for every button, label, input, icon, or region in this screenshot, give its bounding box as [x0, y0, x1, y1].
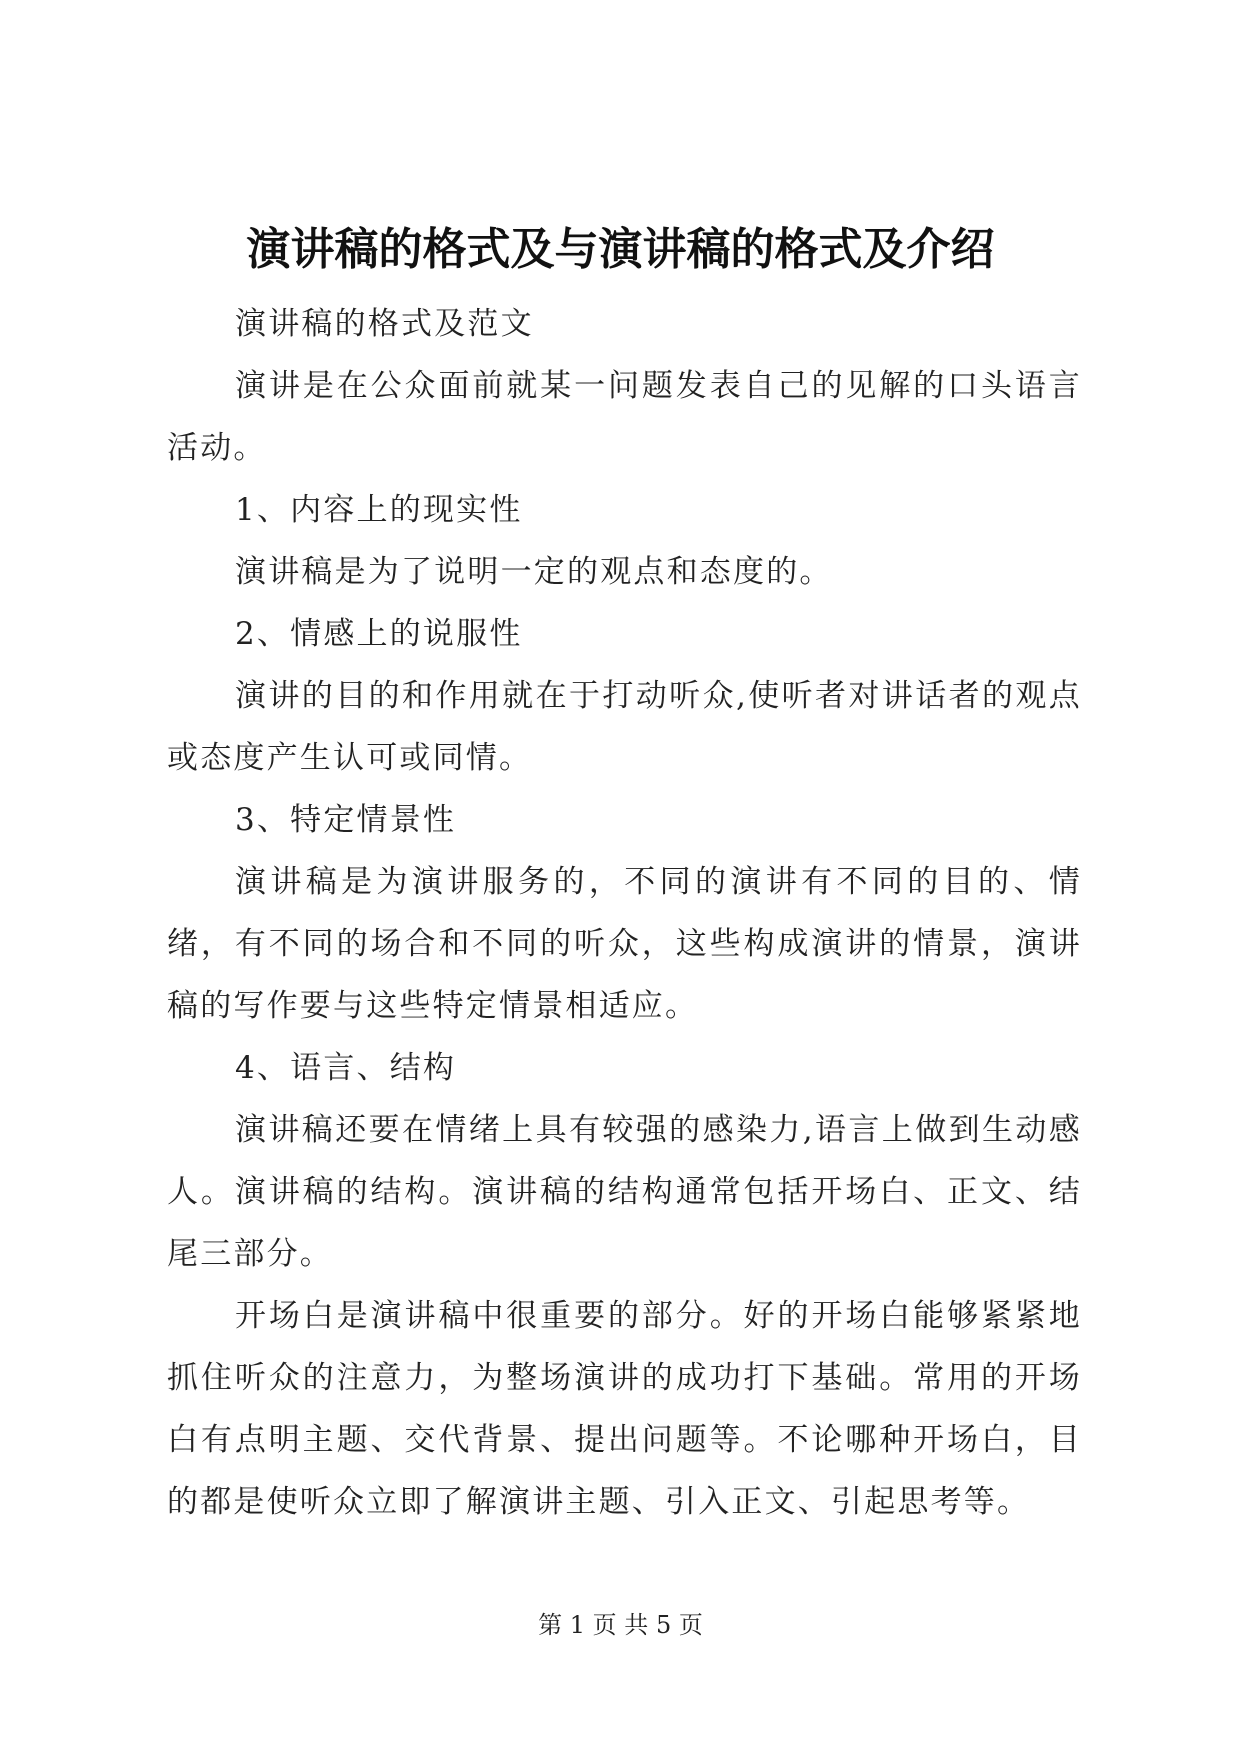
- paragraph: 演讲稿还要在情绪上具有较强的感染力,语言上做到生动感人。演讲稿的结构。演讲稿的结构通常包括开场白、正文、结尾三部分。: [167, 1112, 1082, 1272]
- paragraph: 演讲的目的和作用就在于打动听众,使听者对讲话者的观点或态度产生认可或同情。: [167, 678, 1082, 776]
- page-number-footer: 第 1 页 共 5 页: [538, 1611, 703, 1639]
- document-body: [167, 293, 1082, 1533]
- paragraph: 演讲是在公众面前就某一问题发表自己的见解的口头语言活动。: [167, 368, 1082, 466]
- document-title: 演讲稿的格式及与演讲稿的格式及介绍: [246, 224, 995, 275]
- paragraph: 演讲稿是为了说明一定的观点和态度的。: [235, 554, 833, 590]
- paragraph: 3、特定情景性: [235, 802, 457, 838]
- paragraph: 2、情感上的说服性: [235, 616, 523, 652]
- paragraph: 开场白是演讲稿中很重要的部分。好的开场白能够紧紧地抓住听众的注意力，为整场演讲的成功打下基础。常用的开场白有点明主题、交代背景、提出问题等。不论哪种开场白，目的都是使听众立即了解演讲主题、引入正文、引起思考等。: [167, 1298, 1082, 1520]
- paragraph: 演讲稿的格式及范文: [235, 306, 534, 342]
- paragraph: 1、内容上的现实性: [235, 492, 523, 528]
- paragraph: 演讲稿是为演讲服务的，不同的演讲有不同的目的、情绪，有不同的场合和不同的听众，这些构成演讲的情景，演讲稿的写作要与这些特定情景相适应。: [167, 864, 1082, 1024]
- paragraph: 4、语言、结构: [235, 1050, 457, 1086]
